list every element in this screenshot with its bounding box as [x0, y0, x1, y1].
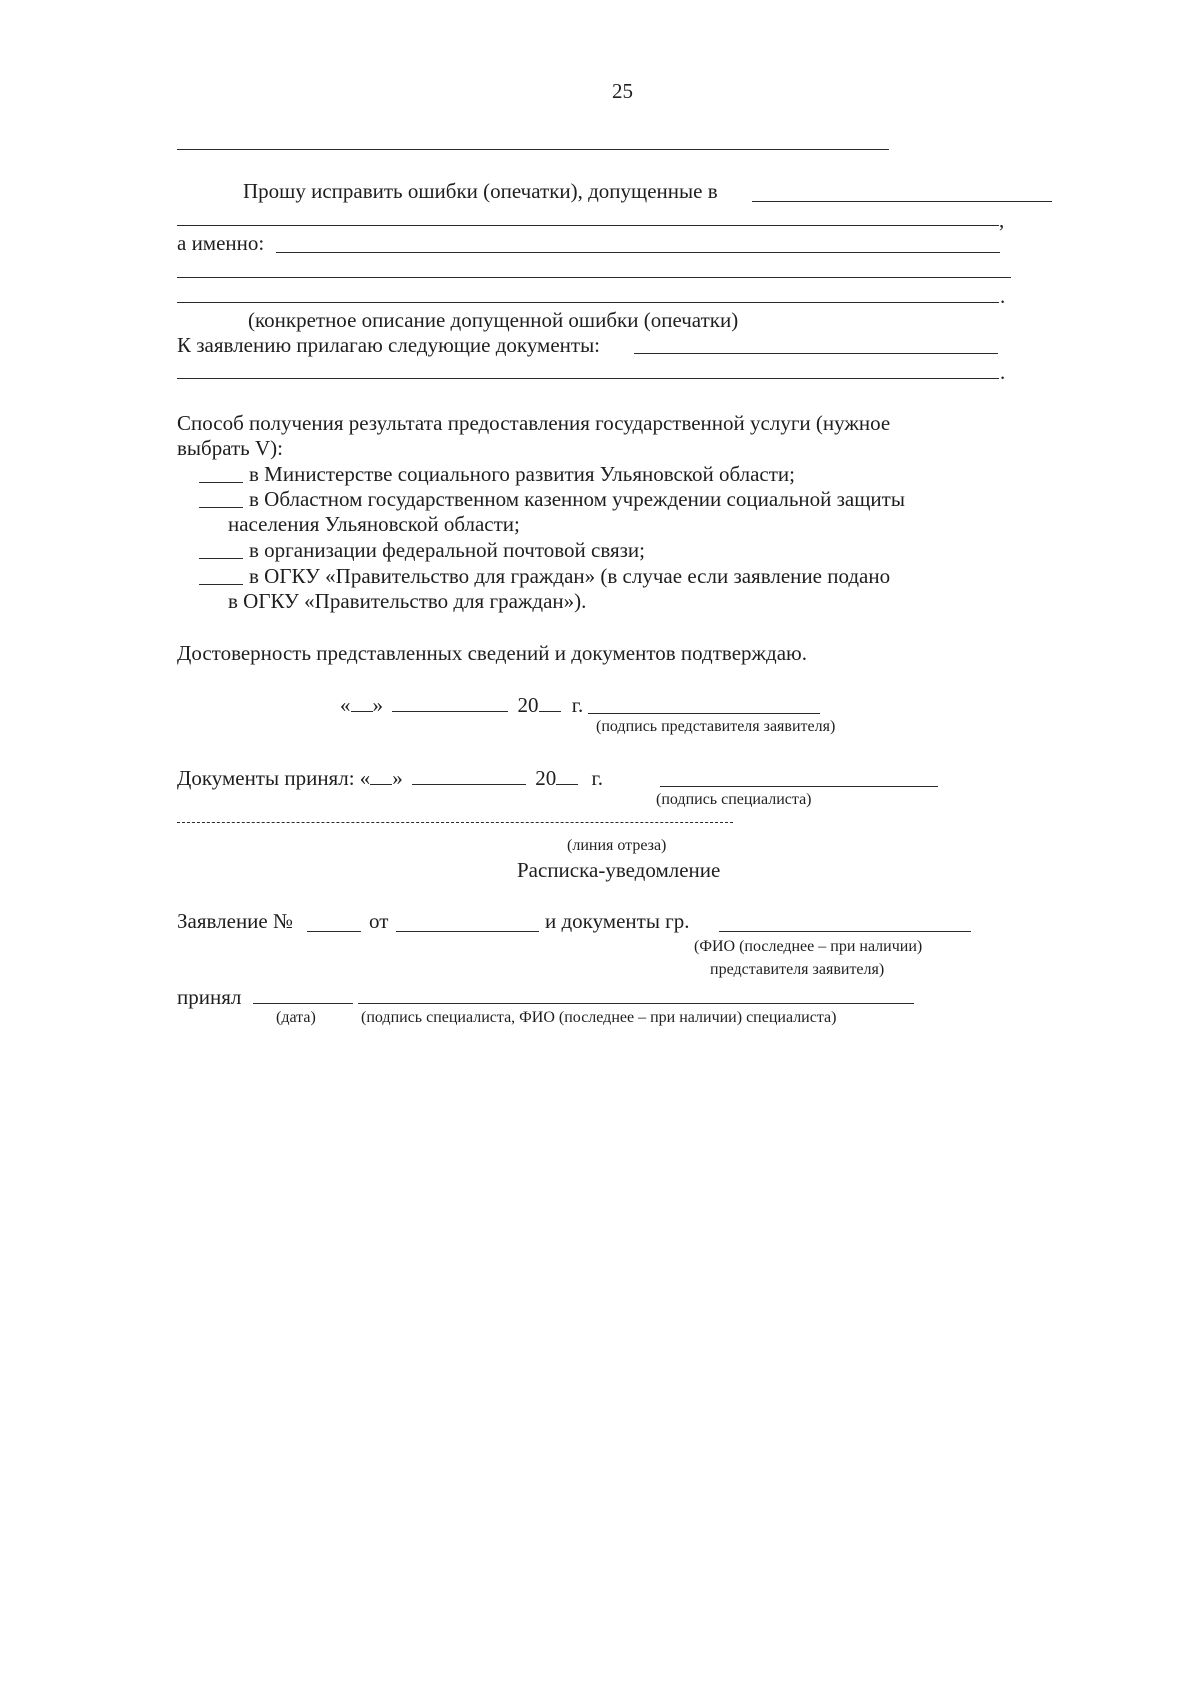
namely-line-2[interactable]	[177, 277, 1011, 278]
option-ogku-social: в Областном государственном казенном учреждении социальной защиты	[249, 487, 905, 511]
received-signature-caption: (подпись специалиста, ФИО (последнее – при наличии) специалиста)	[361, 1009, 837, 1026]
day-blank[interactable]	[351, 693, 373, 712]
option-post-checkbox[interactable]	[199, 558, 243, 559]
namely-label: а именно:	[177, 231, 265, 255]
option-ogku-social-2: населения Ульяновской области;	[228, 512, 520, 536]
request-place-line-2[interactable]	[177, 225, 999, 226]
statement-date-line[interactable]	[396, 931, 539, 932]
statement-label: Заявление №	[177, 909, 294, 933]
namely-line-1[interactable]	[276, 252, 1000, 253]
accepted-year-blank[interactable]	[556, 766, 578, 785]
accepted-row: Документы принял: « » 20 г.	[177, 766, 604, 790]
option-gov-checkbox[interactable]	[199, 584, 243, 585]
comma: ,	[999, 208, 1005, 232]
fio-caption: (ФИО (последнее – при наличии)	[694, 938, 923, 955]
method-title: Способ получения результата предоставления государственной услуги (нужное	[177, 411, 891, 435]
method-title-2: выбрать V):	[177, 436, 283, 460]
received-label: принял	[177, 985, 242, 1009]
attach-line-2[interactable]	[177, 378, 999, 379]
year-blank[interactable]	[539, 693, 561, 712]
request-intro: Прошу исправить ошибки (опечатки), допущенные в	[243, 179, 718, 203]
option-post: в организации федеральной почтовой связи;	[249, 538, 646, 562]
option-ministry-checkbox[interactable]	[199, 482, 243, 483]
confirmation-text: Достоверность представленных сведений и документов подтверждаю.	[177, 641, 807, 665]
top-blank-line[interactable]	[177, 149, 889, 150]
applicant-signature-line[interactable]	[588, 713, 820, 714]
attach-label: К заявлению прилагаю следующие документы:	[177, 333, 601, 357]
page-number: 25	[612, 79, 633, 103]
from-label: от	[369, 909, 389, 933]
received-signature-line[interactable]	[358, 1003, 914, 1004]
applicant-signature-caption: (подпись представителя заявителя)	[596, 718, 836, 735]
fio-line[interactable]	[719, 931, 971, 932]
option-gov-2: в ОГКУ «Правительство для граждан»).	[228, 589, 587, 613]
date-caption: (дата)	[276, 1009, 316, 1026]
namely-line-3[interactable]	[177, 302, 999, 303]
date-row: « » 20 г.	[340, 693, 584, 717]
accepted-month-blank[interactable]	[412, 766, 526, 785]
specialist-signature-line[interactable]	[660, 786, 938, 787]
option-gov: в ОГКУ «Правительство для граждан» (в случае если заявление подано	[249, 564, 891, 588]
received-date-line[interactable]	[253, 1003, 353, 1004]
docs-label: и документы гр.	[545, 909, 690, 933]
cut-line	[177, 822, 733, 823]
option-ministry: в Министерстве социального развития Ульяновской области;	[249, 462, 795, 486]
specialist-signature-caption: (подпись специалиста)	[656, 791, 812, 808]
cut-line-caption: (линия отреза)	[567, 837, 667, 854]
statement-number-line[interactable]	[307, 931, 361, 932]
month-blank[interactable]	[392, 693, 508, 712]
option-ogku-social-checkbox[interactable]	[199, 507, 243, 508]
fio-caption-2: представителя заявителя)	[710, 961, 885, 978]
attach-line-1[interactable]	[634, 353, 998, 354]
dot-1: .	[1000, 284, 1006, 308]
dot-2: .	[1000, 360, 1006, 384]
request-place-line[interactable]	[752, 201, 1052, 202]
receipt-title: Расписка-уведомление	[517, 858, 721, 882]
error-description-hint: (конкретное описание допущенной ошибки (опечатки)	[248, 308, 739, 332]
accepted-day-blank[interactable]	[370, 766, 392, 785]
